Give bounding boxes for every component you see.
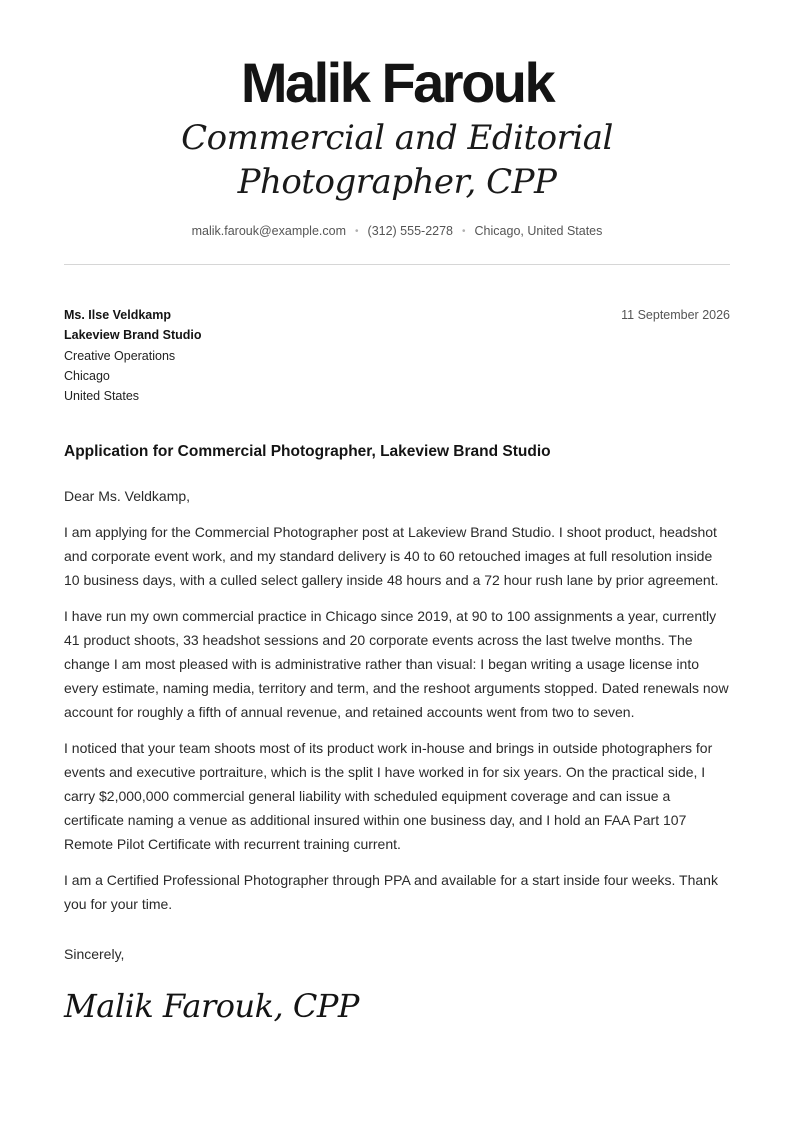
recipient-department: Creative Operations: [64, 348, 176, 363]
subject-line: Application for Commercial Photographer, Lakeview Brand Studio: [64, 443, 551, 460]
closing: Sincerely,: [64, 946, 125, 962]
recipient-company: Lakeview Brand Studio: [64, 328, 202, 343]
sender-name: Malik Farouk: [240, 51, 554, 114]
separator-dot: •: [355, 226, 359, 237]
sender-title: Commercial and Editorial Photographer, CPP: [181, 118, 613, 202]
body-paragraph: I am a Certified Professional Photographer through PPA and available for a start inside four weeks. Thank you for your time.: [64, 872, 718, 912]
recipient-name: Ms. Ilse Veldkamp: [64, 308, 171, 322]
letter-body: [64, 484, 730, 928]
recipient-city: Chicago: [64, 368, 110, 383]
contact-email: malik.farouk@example.com: [191, 224, 347, 238]
body-paragraph: I have run my own commercial practice in Chicago since 2019, at 90 to 100 assignments a year, currently 41 product shoots, 33 headshot sessions and 20 corporate events across the last twelve months. The change I am most pleased with is administrative rather than visual: I began writing a usage license into every estimate, naming media, territory and term, and the reshoot arguments stopped. Dated renewals now account for roughly a fifth of annual revenue, and retained accounts went from two to seven.: [64, 608, 729, 720]
body-paragraph: I am applying for the Commercial Photographer post at Lakeview Brand Studio. I shoot product, headshot and corporate event work, and my standard delivery is 40 to 60 retouched images at full resolution inside 10 business days, with a culled select gallery inside 48 hours and a 72 hour rush lane by prior agreement.: [64, 524, 719, 588]
body-paragraph: I noticed that your team shoots most of its product work in-house and brings in outside photographers for events and executive portraiture, which is the split I have worked in for six years. On the practical side, I carry $2,000,000 commercial general liability with scheduled equipment coverage and can issue a certificate naming a venue as additional insured within one business day, and I hold an FAA Part 107 Remote Pilot Certificate with recurrent training current.: [64, 740, 713, 852]
letter-date: 11 September 2026: [621, 308, 730, 322]
recipient-block: [64, 305, 202, 406]
contact-phone: (312) 555-2278: [367, 224, 454, 238]
recipient-country: United States: [64, 389, 140, 404]
header-divider: [64, 264, 730, 265]
contact-line: [0, 222, 794, 242]
contact-location: Chicago, United States: [474, 224, 603, 238]
separator-dot: •: [462, 226, 466, 237]
signature: Malik Farouk, CPP: [64, 987, 359, 1025]
salutation: Dear Ms. Veldkamp,: [64, 488, 191, 504]
